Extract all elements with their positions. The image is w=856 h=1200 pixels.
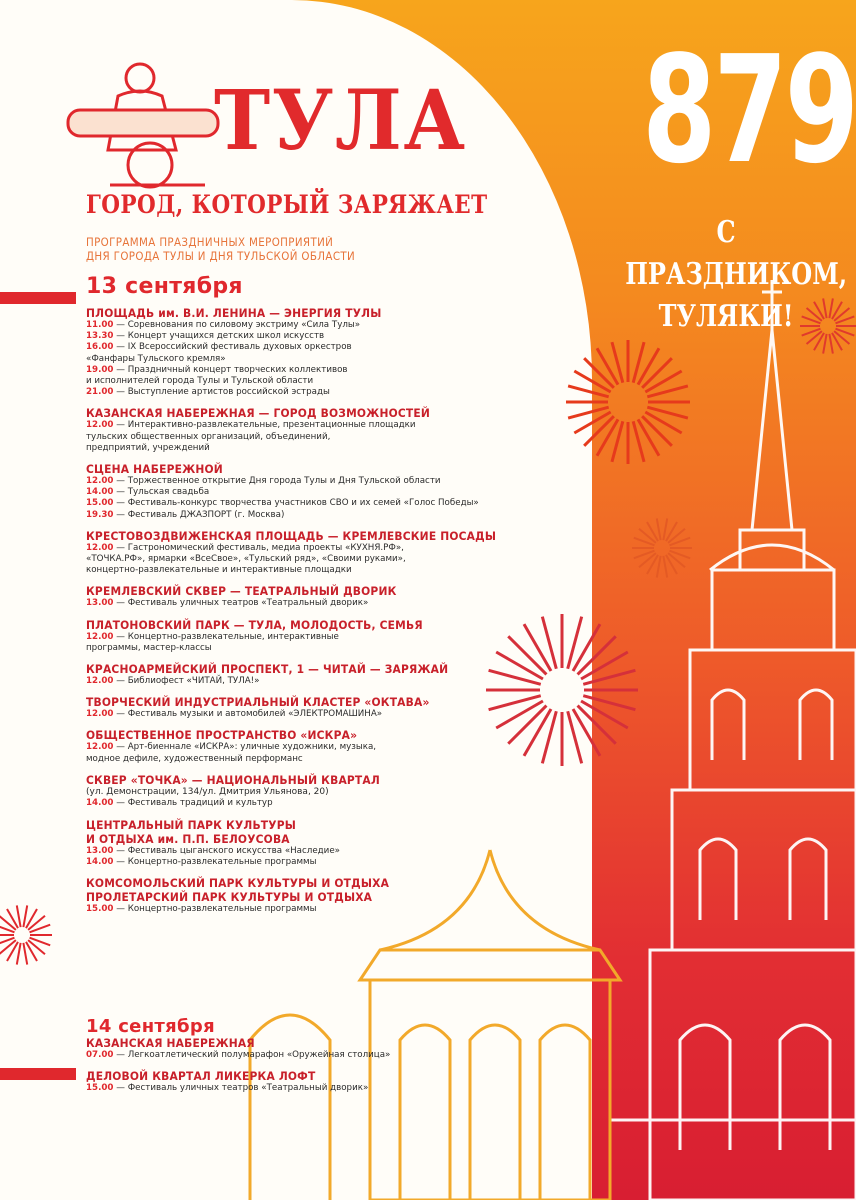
event-row — [86, 1050, 546, 1061]
bell-tower-illustration — [610, 280, 856, 1200]
event-text: — Фестиваль ДЖАЗПОРТ (г. Москва) — [116, 509, 285, 520]
event-row — [86, 510, 546, 521]
event-row — [86, 554, 546, 565]
event-text: «ТОЧКА.РФ», ярмарки «ВсеСвое», «Тульский ряд», «Своими руками», — [86, 554, 406, 565]
event-row — [86, 387, 546, 398]
event-time: 12.00 — [86, 676, 114, 687]
firework-ray — [829, 298, 832, 318]
day1-marker-bar — [0, 292, 76, 304]
firework-ray — [647, 555, 658, 574]
event-row — [86, 643, 546, 654]
event-row — [86, 432, 546, 443]
venue-name: ТВОРЧЕСКИЙ ИНДУСТРИАЛЬНЫЙ КЛАСТЕР «ОКТАВА» — [86, 695, 430, 710]
venue-block — [86, 462, 546, 521]
event-text: — Легкоатлетический полумарафон «Оружейная столица» — [116, 1050, 391, 1060]
event-row — [86, 846, 546, 857]
firework-burst — [0, 905, 52, 964]
event-text: — Выступление артистов российской эстрады — [116, 387, 330, 398]
firework-ray — [647, 522, 658, 541]
event-text: — Концертно-развлекательные программы — [116, 856, 317, 867]
venue-name: КОМСОМОЛЬСКИЙ ПАРК КУЛЬТУРЫ И ОТДЫХА — [86, 875, 390, 890]
event-text: — IX Всероссийский фестиваль духовых оркестров — [116, 342, 352, 353]
venue-block — [86, 406, 546, 454]
greeting-line1: С ПРАЗДНИКОМ, — [625, 215, 848, 292]
firework-burst — [632, 518, 692, 577]
event-row — [86, 598, 546, 609]
event-text: — Гастрономический фестиваль, медиа проекты «КУХНЯ.РФ», — [116, 542, 404, 553]
event-time: 14.00 — [86, 487, 114, 498]
venue-name: ПЛОЩАДЬ им. В.И. ЛЕНИНА — ЭНЕРГИЯ ТУЛЫ — [86, 306, 382, 320]
venue-name: КАЗАНСКАЯ НАБЕРЕЖНАЯ — ГОРОД ВОЗМОЖНОСТЕЙ — [86, 406, 431, 421]
event-text: — Фестиваль традиций и культур — [116, 798, 273, 809]
venue-name: КРЕСТОВОЗДВИЖЕНСКАЯ ПЛОЩАДЬ — КРЕМЛЕВСКИЕ ПОСАДЫ — [86, 528, 497, 543]
venue-block — [86, 773, 546, 810]
event-text: концертно-развлекательные и интерактивные площадки — [86, 565, 352, 576]
event-row — [86, 754, 546, 765]
venue-block — [86, 618, 546, 654]
venue-block — [86, 662, 546, 687]
firework-ray — [666, 555, 677, 574]
venue-block — [86, 306, 546, 398]
event-text: — Тульская свадьба — [116, 487, 210, 498]
event-text: — Фестиваль-конкурс творчества участников СВО и их семей «Голос Победы» — [116, 498, 479, 509]
firework-ray — [17, 905, 21, 927]
venue-name: КАЗАНСКАЯ НАБЕРЕЖНАЯ — [86, 1036, 255, 1050]
firework-ray — [584, 358, 614, 388]
event-row — [86, 1083, 546, 1094]
day2-marker-bar — [0, 1068, 76, 1080]
logo-title: ТУЛА — [214, 73, 467, 169]
firework-ray — [657, 556, 661, 578]
event-time: 19.00 — [86, 364, 114, 375]
venue-name: ЦЕНТРАЛЬНЫЙ ПАРК КУЛЬТУРЫ — [86, 817, 297, 832]
event-row — [86, 543, 546, 554]
event-row — [86, 420, 546, 431]
venue-block — [86, 818, 546, 868]
event-time: 15.00 — [86, 498, 114, 509]
event-row — [86, 565, 546, 576]
event-time: 13.00 — [86, 598, 114, 609]
event-text: — Торжественное открытие Дня города Тулы и Дня Тульской области — [116, 476, 441, 487]
venue-block — [86, 876, 546, 915]
event-text: — Библиофест «ЧИТАЙ, ТУЛА!» — [116, 676, 260, 687]
event-time: 13.00 — [86, 845, 114, 856]
venue-name: КРАСНОАРМЕЙСКИЙ ПРОСПЕКТ, 1 — ЧИТАЙ — ЗАРЯЖАЙ — [86, 662, 449, 677]
event-text: — Фестиваль музыки и автомобилей «ЭЛЕКТРОМАШИНА» — [116, 709, 383, 720]
event-time: 12.00 — [86, 709, 114, 720]
event-text: предприятий, учреждений — [86, 442, 210, 453]
firework-ray — [26, 942, 37, 961]
venue-name: ДЕЛОВОЙ КВАРТАЛ ЛИКЕРКА ЛОФТ — [86, 1069, 316, 1084]
event-text: и исполнителей города Тулы и Тульской области — [86, 376, 314, 387]
event-time: 15.00 — [86, 903, 114, 914]
event-row — [86, 904, 546, 915]
anniversary-number: 879 — [642, 24, 856, 196]
day1-title: 13 сентября — [86, 274, 243, 299]
event-time: 21.00 — [86, 387, 114, 398]
event-row — [86, 342, 546, 353]
event-text: модное дефиле, художественный перформанс — [86, 753, 303, 764]
event-time: 15.00 — [86, 1083, 114, 1094]
venue-name: СКВЕР «ТОЧКА» — НАЦИОНАЛЬНЫЙ КВАРТАЛ — [86, 772, 380, 787]
event-text: — Праздничный концерт творческих коллективов — [116, 364, 348, 375]
firework-ray — [26, 909, 37, 928]
venue-name-line2: И ОТДЫХА им. П.П. БЕЛОУСОВА — [86, 831, 290, 846]
event-text: — Фестиваль цыганского искусства «Наследие» — [116, 845, 340, 856]
firework-ray — [23, 943, 27, 965]
firework-ray — [829, 334, 832, 354]
firework-ray — [17, 943, 21, 965]
event-time: 12.00 — [86, 631, 114, 642]
event-row — [86, 676, 546, 687]
venue-name-line2: ПРОЛЕТАРСКИЙ ПАРК КУЛЬТУРЫ И ОТДЫХА — [86, 889, 373, 904]
venue-name: СЦЕНА НАБЕРЕЖНОЙ — [86, 462, 223, 477]
event-time: 14.00 — [86, 856, 114, 867]
event-time: 12.00 — [86, 542, 114, 553]
event-row — [86, 443, 546, 454]
program-title-line1: ПРОГРАММА ПРАЗДНИЧНЫХ МЕРОПРИЯТИЙ — [86, 236, 334, 249]
event-text: — Арт-биеннале «ИСКРА»: уличные художники, музыка, — [116, 742, 377, 753]
event-time: 12.00 — [86, 742, 114, 753]
event-text: — Интерактивно-развлекательные, презентационные площадки — [116, 420, 416, 431]
event-row — [86, 709, 546, 720]
venue-block — [86, 1036, 546, 1061]
event-time: 07.00 — [86, 1050, 114, 1060]
event-row — [86, 354, 546, 365]
day1-schedule — [86, 306, 546, 923]
firework-ray — [642, 358, 672, 388]
event-row — [86, 320, 546, 331]
firework-ray — [7, 909, 18, 928]
event-row — [86, 476, 546, 487]
event-text: — Фестиваль уличных театров «Театральный дворик» — [116, 598, 369, 609]
event-time: 12.00 — [86, 476, 114, 487]
venue-name: ПЛАТОНОВСКИЙ ПАРК — ТУЛА, МОЛОДОСТЬ, СЕМЬЯ — [86, 617, 423, 632]
event-time: 12.00 — [86, 420, 114, 431]
event-row — [86, 365, 546, 376]
venue-block — [86, 728, 546, 764]
firework-ray — [663, 556, 667, 578]
venue-name: КРЕМЛЕВСКИЙ СКВЕР — ТЕАТРАЛЬНЫЙ ДВОРИК — [86, 584, 397, 599]
event-row — [86, 632, 546, 643]
firework-ray — [663, 518, 667, 540]
venue-block — [86, 584, 546, 609]
firework-ray — [642, 416, 672, 446]
event-row — [86, 331, 546, 342]
event-row — [86, 498, 546, 509]
day2-title: 14 сентября — [86, 1016, 215, 1037]
venue-block — [86, 1069, 546, 1094]
event-row — [86, 742, 546, 753]
event-row — [86, 376, 546, 387]
event-time: 11.00 — [86, 320, 114, 330]
firework-ray — [23, 905, 27, 927]
event-text: «Фанфары Тульского кремля» — [86, 353, 226, 364]
greeting-line2: ТУЛЯКИ! — [658, 299, 794, 334]
event-time: 14.00 — [86, 798, 114, 809]
event-text: — Концерт учащихся детских школ искусств — [116, 331, 325, 342]
venue-address: (ул. Демонстрации, 134/ул. Дмитрия Ульянова, 20) — [86, 786, 329, 797]
venue-block — [86, 529, 546, 577]
day2-schedule — [86, 1036, 546, 1102]
firework-ray — [584, 416, 614, 446]
event-time: 19.30 — [86, 509, 114, 520]
venue-block — [86, 695, 546, 720]
event-row — [86, 798, 546, 809]
greeting — [625, 212, 848, 338]
event-text: тульских общественных организаций, объединений, — [86, 431, 331, 442]
firework-ray — [657, 518, 661, 540]
firework-ray — [7, 942, 18, 961]
event-text: программы, мастер-классы — [86, 642, 212, 653]
venue-name: ОБЩЕСТВЕННОЕ ПРОСТРАНСТВО «ИСКРА» — [86, 728, 358, 743]
event-row — [86, 487, 546, 498]
logo-slogan: ГОРОД, КОТОРЫЙ ЗАРЯЖАЕТ — [86, 190, 488, 219]
program-title — [86, 236, 355, 264]
firework-ray — [666, 522, 677, 541]
event-text: — Концертно-развлекательные, интерактивные — [116, 631, 339, 642]
event-row — [86, 857, 546, 868]
event-text: — Концертно-развлекательные программы — [116, 903, 317, 914]
event-time: 16.00 — [86, 342, 114, 353]
firework-burst — [566, 340, 690, 464]
program-title-line2: ДНЯ ГОРОДА ТУЛЫ И ДНЯ ТУЛЬСКОЙ ОБЛАСТИ — [86, 250, 356, 263]
event-text: — Соревнования по силовому экстриму «Сила Тулы» — [116, 320, 361, 330]
event-text: — Фестиваль уличных театров «Театральный дворик» — [116, 1083, 369, 1094]
event-time: 13.30 — [86, 331, 114, 342]
